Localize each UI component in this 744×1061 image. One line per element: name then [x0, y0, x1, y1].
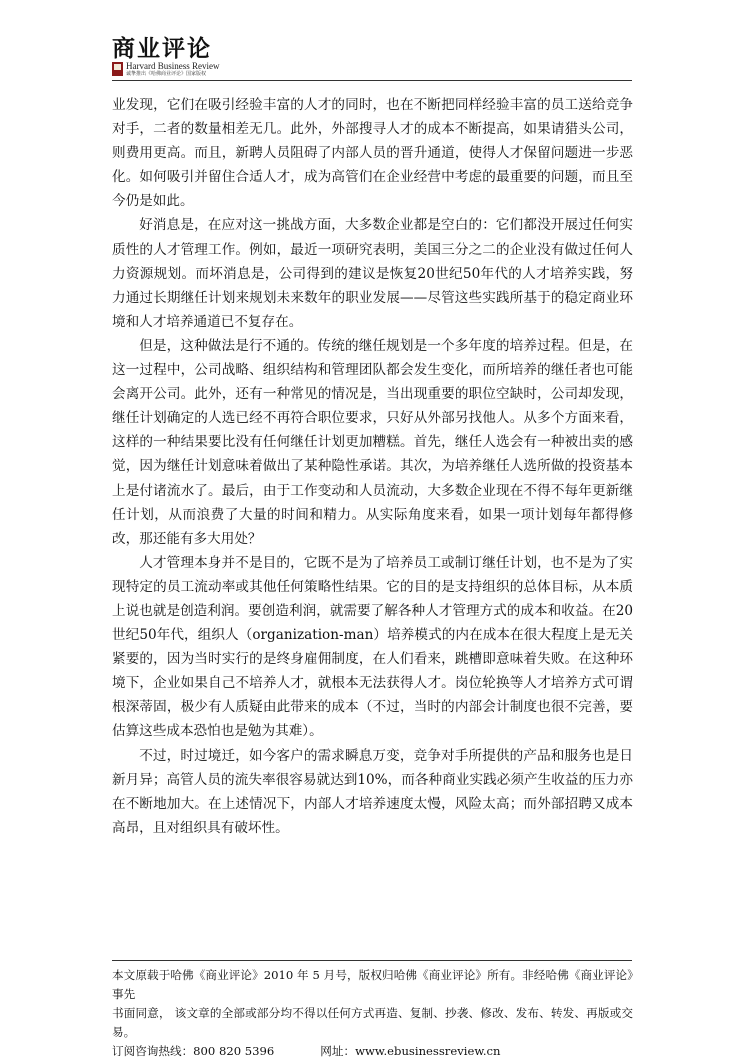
copyright-notice-line: 本文原载于哈佛《商业评论》2010 年 5 月号，版权归哈佛《商业评论》所有。非经哈佛《商业评论》事先 — [112, 968, 633, 1001]
hbr-logo — [112, 62, 219, 76]
logo-english-name: Harvard Business Review — [126, 60, 220, 71]
article-paragraph: 但是，这种做法是行不通的。传统的继任规划是一个多年度的培养过程。但是，在这一过程中，公司战略、组织结构和管理团队都会发生变化，而所培养的继任者也可能会离开公司。此外，还有一种常见的情况是，当出现重要的职位空缺时，公司却发现，继任计划确定的人选已经不再符合职位要求，只好从外部另找他人。从多个方面来看，这样的一种结果要比没有任何继任计划更加糟糕。首先，继任人选会有一种被出卖的感觉，因为继任计划意味着做出了某种隐性承诺。其次，为培养继任人选所做的投资基本上是付诸流水了。最后，由于工作变动和人员流动，大多数企业现在不得不每年更新继任计划，从而浪费了大量的时间和精力。从实际角度来看，如果一项计划每年都得修改，那还能有多大用处？ — [112, 337, 633, 547]
subscription-hotline: 订阅咨询热线：800 820 5396 — [112, 1044, 275, 1058]
article-paragraph: 人才管理本身并不是目的，它既不是为了培养员工或制订继任计划，也不是为了实现特定的员工流动率或其他任何策略性结果。它的目的是支持组织的总体目标，从本质上说也就是创造利润。要创造利润，就需要了解各种人才管理方式的成本和收益。在20世纪50年代，组织人（organization-man）培养模式的内在成本在很大程度上是无关紧要的，因为当时实行的是终身雇佣制度，在人们看来，跳槽即意味着失败。在这种环境下，企业如果自己不培养人才，就根本无法获得人才。岗位轮换等人才培养方式可谓根深蒂固，极少有人质疑由此带来的成本（不过，当时的内部会计制度也很不完善，要估算这些成本恐怕也是勉为其难）。 — [112, 554, 633, 740]
article-paragraph: 好消息是，在应对这一挑战方面，大多数企业都是空白的：它们都没开展过任何实质性的人才管理工作。例如，最近一项研究表明，美国三分之二的企业没有做过任何人力资源规划。而坏消息是，公司得到的建议是恢复20世纪50年代的人才培养实践，努力通过长期继任计划来规划未来数年的职业发展——尽管这些实践所基于的稳定商业环境和人才培养通道已不复存在。 — [112, 217, 633, 330]
logo-chinese-tagline: 诚挚推出《哈佛商业评论》国家版权 — [126, 70, 207, 77]
website-link[interactable]: 网址：www.ebusinessreview.cn — [320, 1044, 501, 1058]
logo-text — [126, 62, 219, 77]
copyright-footer — [112, 966, 633, 1061]
masthead — [112, 30, 632, 80]
publication-title: 商业评论 — [112, 35, 212, 62]
harvard-crest-icon — [112, 62, 123, 76]
article-paragraph: 不过，时过境迁，如今客户的需求瞬息万变，竞争对手所提供的产品和服务也是日新月异；高管人员的流失率很容易就达到10%，而各种商业实践必须产生收益的压力亦在不断地加大。在上述情况下，内部人才培养速度太慢，风险太高；而外部招聘又成本高昂，且对组织具有破坏性。 — [112, 747, 633, 836]
article-paragraph: 业发现，它们在吸引经验丰富的人才的同时，也在不断把同样经验丰富的员工送给竞争对手，二者的数量相差无几。此外，外部搜寻人才的成本不断提高，如果请猎头公司，则费用更高。而且，新聘人员阻碍了内部人员的晋升通道，使得人才保留问题进一步恶化。如何吸引并留住合适人才，成为高管们在企业经营中考虑的最重要的问题，而且至今仍是如此。 — [112, 97, 633, 210]
footer-divider — [112, 960, 632, 961]
copyright-notice-line: 书面同意， 该文章的全部或部分均不得以任何方式再造、复制、抄袭、修改、发布、转发、再版或交易。 — [112, 1006, 633, 1039]
article-body — [112, 93, 633, 840]
header-divider — [112, 80, 632, 81]
